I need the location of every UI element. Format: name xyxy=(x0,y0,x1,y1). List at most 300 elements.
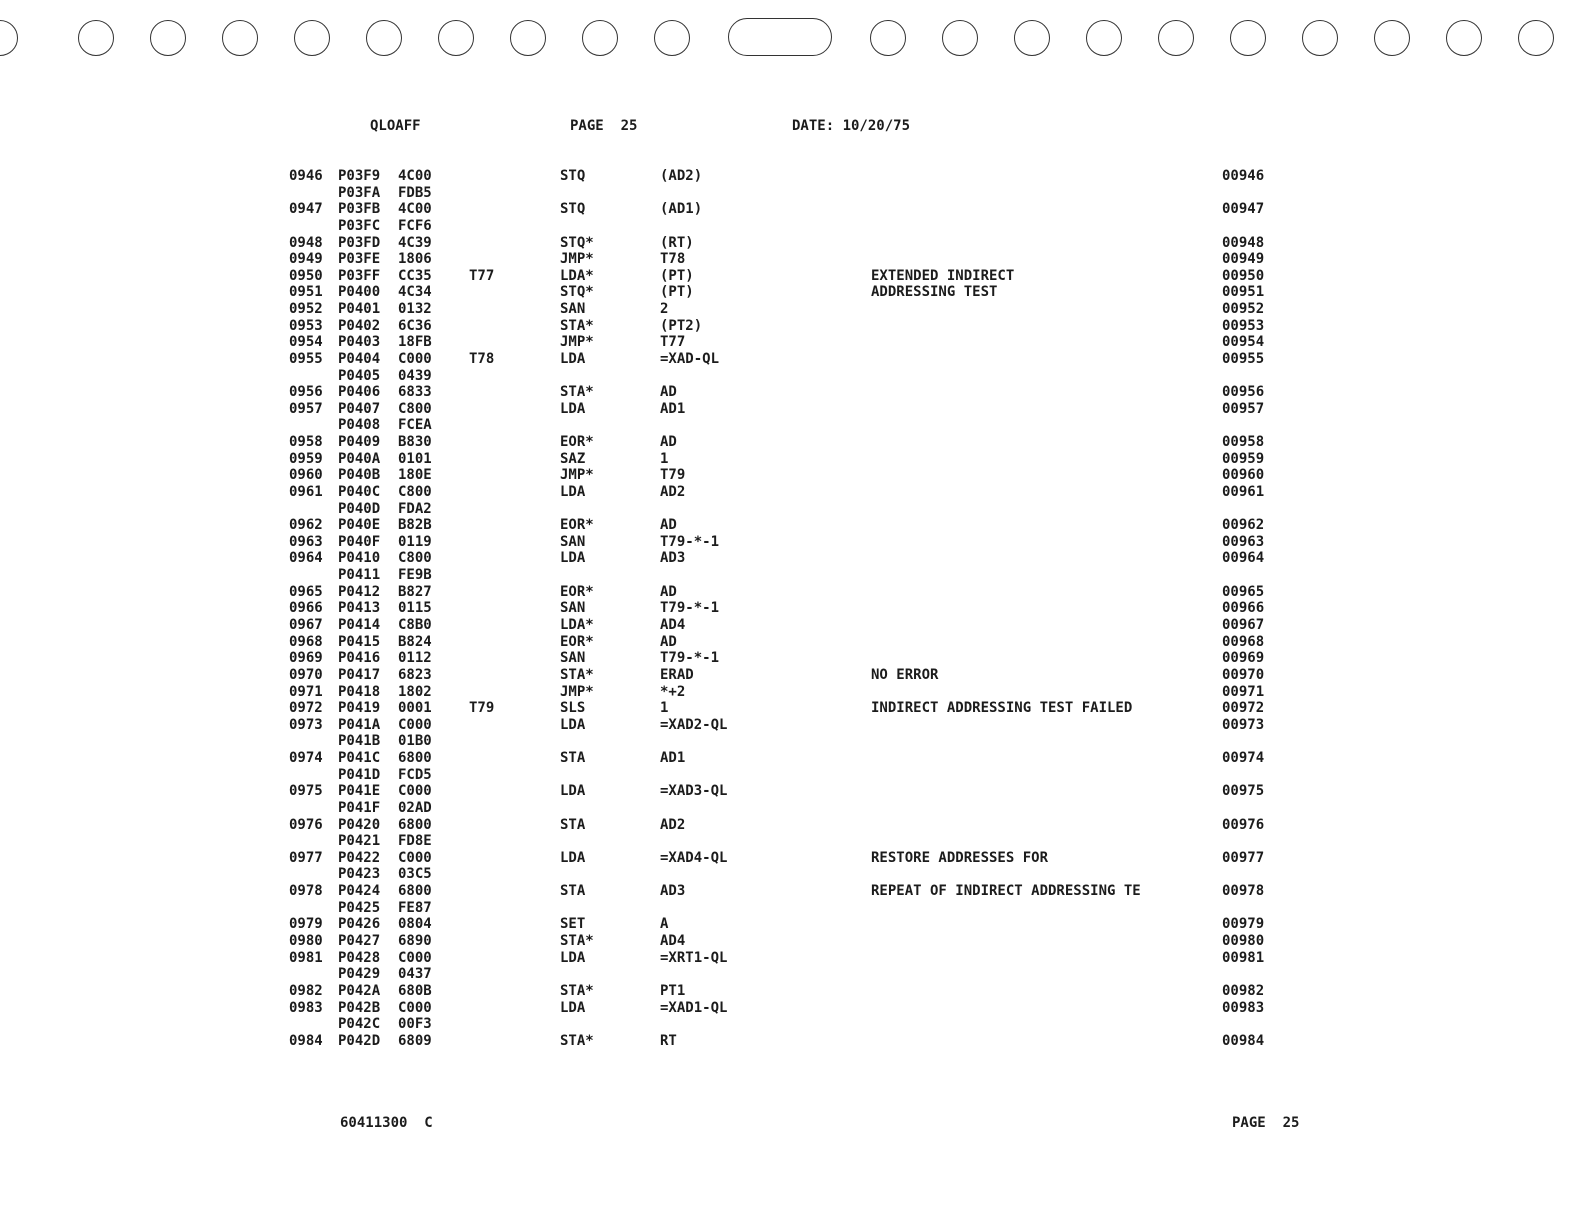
listing-operand: AD xyxy=(660,384,677,400)
listing-addr: P040C xyxy=(338,484,381,500)
listing-addr: P040E xyxy=(338,517,381,533)
listing-operand: AD3 xyxy=(660,550,686,566)
listing-addr: P0403 xyxy=(338,334,381,350)
listing-operand: AD4 xyxy=(660,617,686,633)
listing-op: JMP* xyxy=(560,334,594,350)
listing-line: 0965 xyxy=(289,584,323,600)
listing-addr: P0424 xyxy=(338,883,381,899)
listing-operand: AD2 xyxy=(660,484,686,500)
listing-addr: P040B xyxy=(338,467,381,483)
listing-addr: P03FA xyxy=(338,185,381,201)
listing-word: FCF6 xyxy=(398,218,432,234)
listing-op: EOR* xyxy=(560,634,594,650)
listing-word: 180E xyxy=(398,467,432,483)
listing-operand: (AD1) xyxy=(660,201,703,217)
listing-line: 0960 xyxy=(289,467,323,483)
listing-row xyxy=(0,866,1584,882)
listing-word: FD8E xyxy=(398,833,432,849)
listing-addr: P042A xyxy=(338,983,381,999)
listing-comment: EXTENDED INDIRECT xyxy=(871,268,1015,284)
listing-word: FDA2 xyxy=(398,501,432,517)
listing-op: STA* xyxy=(560,318,594,334)
listing-op: SAN xyxy=(560,600,586,616)
document-id: 60411300 C xyxy=(340,1115,433,1131)
listing-word: 0119 xyxy=(398,534,432,550)
listing-line: 0972 xyxy=(289,700,323,716)
listing-seq: 00969 xyxy=(1222,650,1265,666)
listing-word: 4C00 xyxy=(398,201,432,217)
listing-operand: AD xyxy=(660,517,677,533)
listing-seq: 00978 xyxy=(1222,883,1265,899)
listing-seq: 00958 xyxy=(1222,434,1265,450)
listing-word: 0115 xyxy=(398,600,432,616)
listing-line: 0977 xyxy=(289,850,323,866)
listing-word: FE9B xyxy=(398,567,432,583)
listing-row xyxy=(0,268,1584,284)
listing-seq: 00960 xyxy=(1222,467,1265,483)
listing-word: FE87 xyxy=(398,900,432,916)
listing-row xyxy=(0,534,1584,550)
feed-slot-icon xyxy=(728,18,832,56)
feed-hole-icon xyxy=(222,20,258,56)
feed-hole-icon xyxy=(1230,20,1266,56)
listing-line: 0971 xyxy=(289,684,323,700)
listing-addr: P042D xyxy=(338,1033,381,1049)
listing-addr: P0423 xyxy=(338,866,381,882)
listing-word: 0804 xyxy=(398,916,432,932)
header-date: DATE: 10/20/75 xyxy=(792,118,911,134)
listing-row xyxy=(0,401,1584,417)
listing-word: C000 xyxy=(398,850,432,866)
listing-row xyxy=(0,983,1584,999)
listing-addr: P0428 xyxy=(338,950,381,966)
listing-row xyxy=(0,235,1584,251)
listing-row xyxy=(0,800,1584,816)
listing-row xyxy=(0,717,1584,733)
listing-operand: =XAD3-QL xyxy=(660,783,728,799)
listing-comment: REPEAT OF INDIRECT ADDRESSING TE xyxy=(871,883,1141,899)
listing-addr: P0429 xyxy=(338,966,381,982)
listing-seq: 00946 xyxy=(1222,168,1265,184)
listing-op: SAN xyxy=(560,301,586,317)
listing-addr: P03FC xyxy=(338,218,381,234)
listing-word: 6833 xyxy=(398,384,432,400)
listing-word: CC35 xyxy=(398,268,432,284)
listing-word: 1802 xyxy=(398,684,432,700)
listing-seq: 00965 xyxy=(1222,584,1265,600)
listing-word: FDB5 xyxy=(398,185,432,201)
listing-seq: 00953 xyxy=(1222,318,1265,334)
listing-op: SET xyxy=(560,916,586,932)
listing-addr: P0422 xyxy=(338,850,381,866)
listing-addr: P0420 xyxy=(338,817,381,833)
listing-line: 0954 xyxy=(289,334,323,350)
listing-seq: 00967 xyxy=(1222,617,1265,633)
listing-addr: P042B xyxy=(338,1000,381,1016)
listing-addr: P0419 xyxy=(338,700,381,716)
listing-seq: 00950 xyxy=(1222,268,1265,284)
listing-row xyxy=(0,783,1584,799)
listing-seq: 00964 xyxy=(1222,550,1265,566)
listing-line: 0980 xyxy=(289,933,323,949)
listing-operand: *+2 xyxy=(660,684,686,700)
listing-word: 0439 xyxy=(398,368,432,384)
tractor-feed-holes xyxy=(0,0,1584,70)
listing-operand: AD xyxy=(660,584,677,600)
listing-word: 0132 xyxy=(398,301,432,317)
listing-word: 01B0 xyxy=(398,733,432,749)
listing-addr: P0413 xyxy=(338,600,381,616)
listing-line: 0982 xyxy=(289,983,323,999)
listing-addr: P0406 xyxy=(338,384,381,400)
listing-row xyxy=(0,434,1584,450)
listing-op: STA* xyxy=(560,983,594,999)
listing-line: 0947 xyxy=(289,201,323,217)
listing-op: SAN xyxy=(560,534,586,550)
listing-op: STA* xyxy=(560,384,594,400)
listing-comment: ADDRESSING TEST xyxy=(871,284,998,300)
listing-operand: (RT) xyxy=(660,235,694,251)
listing-row xyxy=(0,284,1584,300)
listing-addr: P0421 xyxy=(338,833,381,849)
listing-line: 0967 xyxy=(289,617,323,633)
listing-addr: P040A xyxy=(338,451,381,467)
listing-row xyxy=(0,301,1584,317)
listing-addr: P0411 xyxy=(338,567,381,583)
listing-addr: P03FE xyxy=(338,251,381,267)
listing-word: 6800 xyxy=(398,750,432,766)
listing-row xyxy=(0,750,1584,766)
listing-seq: 00951 xyxy=(1222,284,1265,300)
listing-seq: 00959 xyxy=(1222,451,1265,467)
listing-addr: P0414 xyxy=(338,617,381,633)
listing-line: 0983 xyxy=(289,1000,323,1016)
listing-addr: P0405 xyxy=(338,368,381,384)
listing-row xyxy=(0,767,1584,783)
listing-line: 0975 xyxy=(289,783,323,799)
listing-row xyxy=(0,634,1584,650)
listing-addr: P0416 xyxy=(338,650,381,666)
feed-hole-icon xyxy=(1302,20,1338,56)
listing-line: 0981 xyxy=(289,950,323,966)
listing-seq: 00983 xyxy=(1222,1000,1265,1016)
listing-word: 680B xyxy=(398,983,432,999)
feed-hole-icon xyxy=(1014,20,1050,56)
listing-addr: P041D xyxy=(338,767,381,783)
listing-word: C8B0 xyxy=(398,617,432,633)
listing-comment: NO ERROR xyxy=(871,667,939,683)
listing-row xyxy=(0,185,1584,201)
listing-line: 0955 xyxy=(289,351,323,367)
listing-operand: AD1 xyxy=(660,401,686,417)
listing-word: 6809 xyxy=(398,1033,432,1049)
listing-row xyxy=(0,933,1584,949)
listing-operand: (PT) xyxy=(660,268,694,284)
listing-op: LDA xyxy=(560,351,586,367)
listing-line: 0963 xyxy=(289,534,323,550)
listing-operand: =XAD1-QL xyxy=(660,1000,728,1016)
listing-addr: P041F xyxy=(338,800,381,816)
listing-operand: AD1 xyxy=(660,750,686,766)
listing-row xyxy=(0,684,1584,700)
listing-row xyxy=(0,318,1584,334)
listing-seq: 00961 xyxy=(1222,484,1265,500)
listing-addr: P0410 xyxy=(338,550,381,566)
listing-seq: 00977 xyxy=(1222,850,1265,866)
listing-operand: (PT2) xyxy=(660,318,703,334)
listing-line: 0968 xyxy=(289,634,323,650)
listing-line: 0959 xyxy=(289,451,323,467)
listing-row xyxy=(0,550,1584,566)
listing-addr: P040F xyxy=(338,534,381,550)
listing-row xyxy=(0,334,1584,350)
listing-operand: 1 xyxy=(660,451,669,467)
listing-addr: P040D xyxy=(338,501,381,517)
listing-line: 0966 xyxy=(289,600,323,616)
listing-line: 0984 xyxy=(289,1033,323,1049)
listing-row xyxy=(0,966,1584,982)
listing-operand: PT1 xyxy=(660,983,686,999)
listing-word: C000 xyxy=(398,351,432,367)
listing-line: 0956 xyxy=(289,384,323,400)
feed-hole-icon xyxy=(78,20,114,56)
listing-addr: P041E xyxy=(338,783,381,799)
listing-seq: 00966 xyxy=(1222,600,1265,616)
listing-word: 6C36 xyxy=(398,318,432,334)
listing-addr: P0426 xyxy=(338,916,381,932)
listing-line: 0978 xyxy=(289,883,323,899)
listing-word: C000 xyxy=(398,950,432,966)
listing-op: EOR* xyxy=(560,434,594,450)
listing-seq: 00956 xyxy=(1222,384,1265,400)
listing-addr: P0409 xyxy=(338,434,381,450)
feed-hole-icon xyxy=(942,20,978,56)
listing-operand: ERAD xyxy=(660,667,694,683)
listing-row xyxy=(0,584,1584,600)
listing-label: T79 xyxy=(469,700,495,716)
listing-row xyxy=(0,201,1584,217)
listing-comment: INDIRECT ADDRESSING TEST FAILED xyxy=(871,700,1133,716)
listing-op: JMP* xyxy=(560,467,594,483)
listing-line: 0970 xyxy=(289,667,323,683)
listing-row xyxy=(0,484,1584,500)
listing-op: LDA xyxy=(560,1000,586,1016)
listing-row xyxy=(0,467,1584,483)
listing-row xyxy=(0,417,1584,433)
listing-op: LDA xyxy=(560,950,586,966)
listing-operand: =XAD2-QL xyxy=(660,717,728,733)
listing-line: 0957 xyxy=(289,401,323,417)
listing-op: STQ xyxy=(560,201,586,217)
listing-word: B82B xyxy=(398,517,432,533)
listing-row xyxy=(0,667,1584,683)
feed-hole-icon xyxy=(0,20,18,56)
listing-addr: P03FD xyxy=(338,235,381,251)
listing-word: FCD5 xyxy=(398,767,432,783)
listing-row xyxy=(0,833,1584,849)
listing-op: STA* xyxy=(560,933,594,949)
listing-addr: P03F9 xyxy=(338,168,381,184)
listing-line: 0973 xyxy=(289,717,323,733)
listing-addr: P0402 xyxy=(338,318,381,334)
listing-operand: 1 xyxy=(660,700,669,716)
listing-op: EOR* xyxy=(560,584,594,600)
listing-op: STA xyxy=(560,817,586,833)
listing-addr: P0427 xyxy=(338,933,381,949)
listing-op: LDA xyxy=(560,850,586,866)
listing-op: STA xyxy=(560,750,586,766)
listing-word: C800 xyxy=(398,484,432,500)
listing-line: 0953 xyxy=(289,318,323,334)
listing-row xyxy=(0,900,1584,916)
listing-seq: 00974 xyxy=(1222,750,1265,766)
listing-word: 03C5 xyxy=(398,866,432,882)
listing-word: 0101 xyxy=(398,451,432,467)
listing-word: C000 xyxy=(398,717,432,733)
listing-seq: 00947 xyxy=(1222,201,1265,217)
listing-row xyxy=(0,650,1584,666)
listing-word: B827 xyxy=(398,584,432,600)
listing-row xyxy=(0,617,1584,633)
listing-seq: 00952 xyxy=(1222,301,1265,317)
listing-addr: P0412 xyxy=(338,584,381,600)
listing-op: STA* xyxy=(560,1033,594,1049)
feed-hole-icon xyxy=(1158,20,1194,56)
listing-op: STA* xyxy=(560,667,594,683)
feed-hole-icon xyxy=(150,20,186,56)
listing-row xyxy=(0,168,1584,184)
listing-row xyxy=(0,368,1584,384)
listing-row xyxy=(0,517,1584,533)
listing-addr: P0425 xyxy=(338,900,381,916)
listing-op: LDA* xyxy=(560,268,594,284)
listing-line: 0962 xyxy=(289,517,323,533)
feed-hole-icon xyxy=(1086,20,1122,56)
listing-operand: A xyxy=(660,916,669,932)
listing-operand: (AD2) xyxy=(660,168,703,184)
listing-word: 4C00 xyxy=(398,168,432,184)
listing-seq: 00970 xyxy=(1222,667,1265,683)
listing-word: 6890 xyxy=(398,933,432,949)
listing-word: C000 xyxy=(398,1000,432,1016)
listing-op: LDA xyxy=(560,484,586,500)
listing-seq: 00980 xyxy=(1222,933,1265,949)
listing-op: LDA xyxy=(560,550,586,566)
listing-row xyxy=(0,251,1584,267)
listing-line: 0950 xyxy=(289,268,323,284)
listing-seq: 00984 xyxy=(1222,1033,1265,1049)
listing-operand: =XRT1-QL xyxy=(660,950,728,966)
listing-row xyxy=(0,883,1584,899)
listing-addr: P0415 xyxy=(338,634,381,650)
listing-seq: 00971 xyxy=(1222,684,1265,700)
listing-operand: AD xyxy=(660,434,677,450)
listing-addr: P0401 xyxy=(338,301,381,317)
listing-line: 0949 xyxy=(289,251,323,267)
footer-page: PAGE 25 xyxy=(1232,1115,1300,1131)
listing-addr: P0417 xyxy=(338,667,381,683)
listing-word: 4C39 xyxy=(398,235,432,251)
listing-operand: T79-*-1 xyxy=(660,650,720,666)
listing-op: SAZ xyxy=(560,451,586,467)
listing-word: FCEA xyxy=(398,417,432,433)
listing-line: 0974 xyxy=(289,750,323,766)
listing-operand: RT xyxy=(660,1033,677,1049)
listing-seq: 00982 xyxy=(1222,983,1265,999)
listing-op: LDA xyxy=(560,401,586,417)
listing-word: 1806 xyxy=(398,251,432,267)
listing-word: 0437 xyxy=(398,966,432,982)
listing-op: SAN xyxy=(560,650,586,666)
listing-seq: 00963 xyxy=(1222,534,1265,550)
listing-op: LDA xyxy=(560,783,586,799)
listing-line: 0951 xyxy=(289,284,323,300)
listing-addr: P0407 xyxy=(338,401,381,417)
listing-row xyxy=(0,700,1584,716)
listing-addr: P0404 xyxy=(338,351,381,367)
listing-addr: P03FF xyxy=(338,268,381,284)
feed-hole-icon xyxy=(1518,20,1554,56)
listing-row xyxy=(0,451,1584,467)
listing-op: SLS xyxy=(560,700,586,716)
program-name: QLOAFF xyxy=(370,118,421,134)
listing-op: STQ* xyxy=(560,284,594,300)
listing-seq: 00975 xyxy=(1222,783,1265,799)
feed-hole-icon xyxy=(654,20,690,56)
listing-addr: P0408 xyxy=(338,417,381,433)
listing-seq: 00976 xyxy=(1222,817,1265,833)
feed-hole-icon xyxy=(582,20,618,56)
listing-row xyxy=(0,1016,1584,1032)
listing-row xyxy=(0,567,1584,583)
listing-op: JMP* xyxy=(560,684,594,700)
feed-hole-icon xyxy=(366,20,402,56)
listing-seq: 00973 xyxy=(1222,717,1265,733)
listing-word: C800 xyxy=(398,550,432,566)
listing-op: STQ xyxy=(560,168,586,184)
listing-word: 02AD xyxy=(398,800,432,816)
listing-word: 4C34 xyxy=(398,284,432,300)
listing-word: 6823 xyxy=(398,667,432,683)
listing-word: 18FB xyxy=(398,334,432,350)
listing-word: 00F3 xyxy=(398,1016,432,1032)
listing-seq: 00955 xyxy=(1222,351,1265,367)
listing-op: STQ* xyxy=(560,235,594,251)
listing-label: T77 xyxy=(469,268,495,284)
listing-addr: P041C xyxy=(338,750,381,766)
listing-addr: P041A xyxy=(338,717,381,733)
listing-word: B830 xyxy=(398,434,432,450)
listing-seq: 00954 xyxy=(1222,334,1265,350)
listing-row xyxy=(0,1033,1584,1049)
listing-row xyxy=(0,733,1584,749)
feed-hole-icon xyxy=(438,20,474,56)
feed-hole-icon xyxy=(510,20,546,56)
listing-operand: T79 xyxy=(660,467,686,483)
listing-word: C000 xyxy=(398,783,432,799)
listing-seq: 00949 xyxy=(1222,251,1265,267)
listing-word: C800 xyxy=(398,401,432,417)
listing-op: LDA* xyxy=(560,617,594,633)
listing-seq: 00979 xyxy=(1222,916,1265,932)
listing-operand: (PT) xyxy=(660,284,694,300)
listing-row xyxy=(0,850,1584,866)
listing-seq: 00981 xyxy=(1222,950,1265,966)
listing-operand: AD2 xyxy=(660,817,686,833)
listing-row xyxy=(0,218,1584,234)
listing-word: 0112 xyxy=(398,650,432,666)
listing-row xyxy=(0,351,1584,367)
